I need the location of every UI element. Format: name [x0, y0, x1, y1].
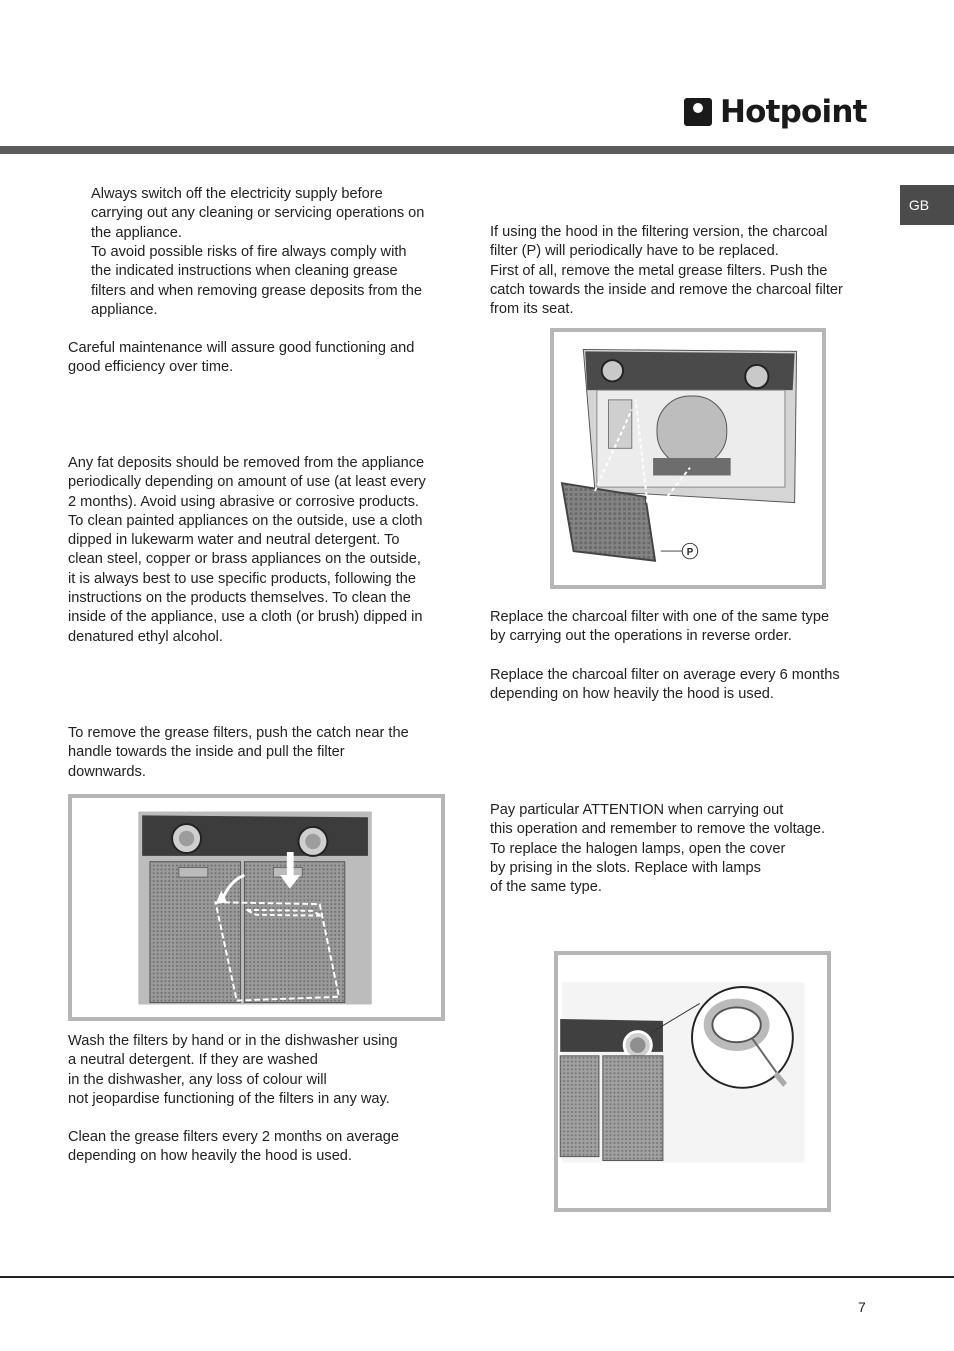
charcoal-filter-illustration	[554, 332, 822, 585]
header-rule	[0, 146, 954, 154]
page-number: 7	[858, 1299, 866, 1315]
warning-switch-off: Always switch off the electricity supply before carrying out any cleaning or servicing operations on the appliance.	[91, 186, 425, 241]
logo-mark-icon	[684, 98, 712, 126]
charcoal-interval-text: Replace the charcoal filter on average every 6 months depending on how heavily the hood is used.	[490, 667, 840, 703]
logo-wordmark: Hotpoint	[720, 94, 867, 130]
charcoal-filter-label-p: P	[686, 546, 694, 558]
grease-filter-figure	[68, 794, 445, 1021]
remove-filters-text: To remove the grease filters, push the catch near the handle towards the inside and pull the filter downwards.	[68, 725, 409, 780]
lamp-replacement-figure	[554, 951, 831, 1212]
grease-filter-illustration	[72, 798, 441, 1017]
charcoal-intro-text: If using the hood in the filtering version, the charcoal filter (P) will periodically have to be replaced. First of all, remove the metal grease filters. Push the catch towards the inside and remove the charcoal filter from its seat.	[490, 224, 843, 318]
charcoal-replace-text: Replace the charcoal filter with one of the same type by carrying out the operations in reverse order.	[490, 609, 830, 645]
warning-fire-risk: To avoid possible risks of fire always comply with the indicated instructions when cleaning grease filters and when removing grease deposits from the appliance.	[91, 244, 422, 318]
hotpoint-logo	[684, 92, 867, 132]
cleaning-text: Any fat deposits should be removed from the appliance periodically depending on amount of use (at least every 2 months). Avoid using abrasive or corrosive products. To clean painted appliances on the outside, use a cloth dipped in lukewarm water and neutral detergent. To clean steel, copper or brass appliances on the outside, it is always best to use specific products, following the instructions on the products themselves. To clean the inside of the appliance, use a cloth (or brush) dipped in denatured ethyl alcohol.	[68, 455, 426, 645]
footer-rule	[0, 1276, 954, 1278]
clean-interval-text: Clean the grease filters every 2 months on average depending on how heavily the hood is used.	[68, 1129, 399, 1165]
maintenance-text: Careful maintenance will assure good functioning and good efficiency over time.	[68, 340, 415, 376]
language-tab: GB	[900, 185, 954, 225]
lamps-text: Pay particular ATTENTION when carrying out this operation and remember to remove the voltage. To replace the halogen lamps, open the cover by prising in the slots. Replace with lamps of the same type.	[490, 802, 826, 896]
charcoal-filter-figure	[550, 328, 826, 589]
wash-filters-text: Wash the filters by hand or in the dishwasher using a neutral detergent. If they are washed in the dishwasher, any loss of colour will not jeopardise functioning of the filters in any way.	[68, 1033, 398, 1107]
lamp-replacement-illustration	[558, 955, 827, 1208]
